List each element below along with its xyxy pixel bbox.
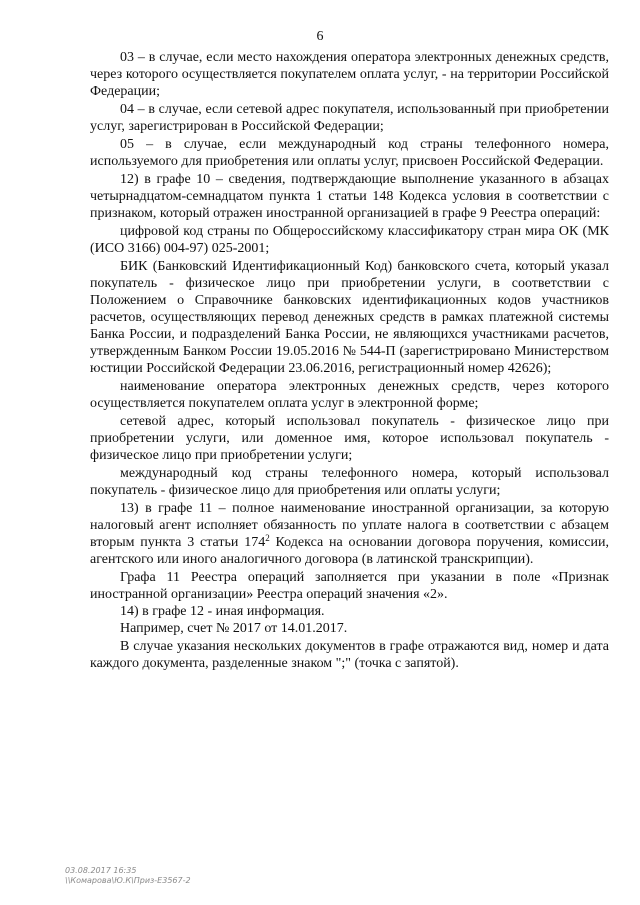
- paragraph-code-04: 04 – в случае, если сетевой адрес покупателя, использованный при приобретении услуг, зарегистрирован в Российской Федерации;: [90, 102, 609, 134]
- paragraph-code-03: 03 – в случае, если место нахождения оператора электронных денежных средств, через которого осуществляется покупателем оплата услуг, - на территории Российской Федерации;: [90, 50, 609, 99]
- item-13-text-after: Кодекса на основании договора поручения, комиссии, агентского или иного аналогичного договора (в латинской транскрипции).: [90, 535, 609, 567]
- footer-file-path: \\Комарова\Ю.К\Приз-E3567-2: [65, 876, 191, 885]
- item-13-superscript: 2: [265, 533, 270, 543]
- document-body: [90, 49, 609, 672]
- paragraph-column-11-note: Графа 11 Реестра операций заполняется при указании в поле «Признак иностранной организации» Реестра операций значения «2».: [90, 570, 609, 602]
- paragraph-item-12: 12) в графе 10 – сведения, подтверждающие выполнение указанного в абзацах четырнадцатом-семнадцатом пункта 1 статьи 148 Кодекса условия в соответствии с признаком, который отражен иностранной организацией в графе 9 Реестра операций:: [90, 172, 609, 221]
- item-13-text-before: 13) в графе 11 – полное наименование иностранной организации, за которую налоговый агент исполняет обязанность по уплате налога в соответствии с абзацем вторым пункта 3 статьи 174: [90, 501, 609, 550]
- footer-timestamp: 03.08.2017 16:35: [65, 866, 137, 875]
- paragraph-phone-code: международный код страны телефонного номера, который использовал покупатель - физическое лицо для приобретения или оплаты услуги;: [90, 466, 609, 498]
- paragraph-multiple-documents: В случае указания нескольких документов в графе отражаются вид, номер и дата каждого документа, разделенные знаком ";" (точка с запятой).: [90, 639, 609, 671]
- paragraph-item-14: 14) в графе 12 - иная информация.: [120, 604, 325, 619]
- paragraph-bik: БИК (Банковский Идентификационный Код) банковского счета, который указал покупатель - физическое лицо при приобретении услуги, в соответствии с Положением о Справочнике банковских идентификационных кодов участников расчетов, осуществляющих перевод денежных средств в рамках платежной системы Банка России, и подразделений Банка России, не являющихся участниками расчетов, утвержденным Банком России 19.05.2016 № 544-П (зарегистрировано Министерством юстиции Российской Федерации 23.06.2016, регистрационный номер 42626);: [90, 259, 609, 376]
- paragraph-operator-name: наименование оператора электронных денежных средств, через которого осуществляется покупателем оплата услуг в электронной форме;: [90, 379, 609, 411]
- paragraph-code-05: 05 – в случае, если международный код страны телефонного номера, используемого для приобретения или оплаты услуг, присвоен Российской Федерации.: [90, 137, 609, 169]
- paragraph-example: Например, счет № 2017 от 14.01.2017.: [120, 621, 348, 636]
- page-number: 6: [316, 29, 324, 44]
- paragraph-network-address: сетевой адрес, который использовал покупатель - физическое лицо при приобретении услуги, или доменное имя, которое использовал покупатель - физическое лицо при приобретении услуги;: [90, 414, 609, 463]
- footer-stamp: [65, 866, 191, 886]
- paragraph-item-13: [90, 500, 609, 568]
- paragraph-country-code: цифровой код страны по Общероссийскому классификатору стран мира ОК (МК (ИСО 3166) 004-97) 025-2001;: [90, 224, 609, 256]
